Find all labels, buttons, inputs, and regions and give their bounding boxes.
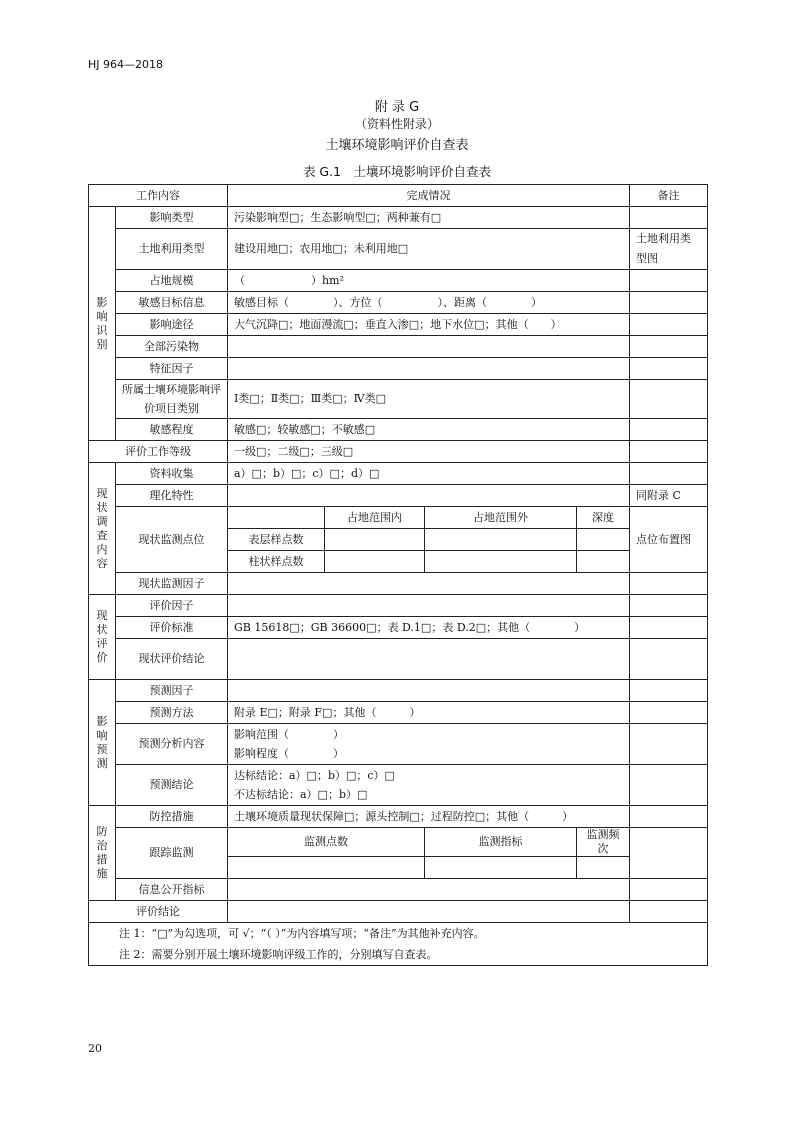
group-status-survey: 现 状 调 查 内 容 <box>89 463 116 595</box>
row-remark[interactable] <box>630 901 708 923</box>
compliance-conclusion: 达标结论：a）□；b）□；c）□ <box>234 769 395 782</box>
note-1: 注 1：“□”为勾选项，可 √；“（ ）”为内容填写项；“备注”为其他补充内容。 <box>89 923 708 945</box>
row-remark[interactable] <box>630 336 708 358</box>
col-monitor-indicators: 监测指标 <box>425 828 577 857</box>
row-remark[interactable] <box>630 314 708 336</box>
header-remark: 备注 <box>630 185 708 207</box>
row-remark[interactable] <box>630 292 708 314</box>
table-row <box>89 441 708 463</box>
col-outside: 占地范围外 <box>425 507 577 529</box>
row-label: 所属土壤环境影响评价项目类别 <box>116 380 228 419</box>
row-label: 评价结论 <box>89 901 228 923</box>
row-remark[interactable] <box>630 724 708 765</box>
col-depth: 深度 <box>577 507 630 529</box>
row-content[interactable]: 附录 E□；附录 F□；其他（ ） <box>228 702 630 724</box>
header-status: 完成情况 <box>228 185 630 207</box>
table-row <box>89 336 708 358</box>
row-remark[interactable] <box>630 463 708 485</box>
row-content[interactable] <box>228 573 630 595</box>
column-inside-cell[interactable] <box>325 551 425 573</box>
row-label: 信息公开指标 <box>116 879 228 901</box>
row-remark[interactable] <box>630 617 708 639</box>
table-row <box>89 463 708 485</box>
row-content[interactable]: 大气沉降□；地面漫流□；垂直入渗□；地下水位□；其他（ ） <box>228 314 630 336</box>
row-content[interactable] <box>228 901 630 923</box>
row-content[interactable] <box>228 336 630 358</box>
row-content[interactable]: a）□；b）□；c）□；d）□ <box>228 463 630 485</box>
row-label: 预测因子 <box>116 680 228 702</box>
column-outside-cell[interactable] <box>425 551 577 573</box>
row-label: 全部污染物 <box>116 336 228 358</box>
row-remark[interactable] <box>630 270 708 292</box>
table-row <box>89 901 708 923</box>
table-row <box>89 573 708 595</box>
row-label: 土地利用类型 <box>116 229 228 270</box>
row-content[interactable] <box>228 358 630 380</box>
table-row <box>89 702 708 724</box>
table-row <box>89 639 708 680</box>
table-row <box>89 485 708 507</box>
row-remark[interactable] <box>630 358 708 380</box>
table-row <box>89 828 708 857</box>
row-content[interactable]: 一级□；二级□；三级□ <box>228 441 630 463</box>
table-row <box>89 806 708 828</box>
note-row <box>89 923 708 945</box>
row-remark[interactable] <box>630 207 708 229</box>
column-depth-cell[interactable] <box>577 551 630 573</box>
row-label: 现状评价结论 <box>116 639 228 680</box>
monitor-indicators-cell[interactable] <box>425 857 577 879</box>
row-remark: 同附录 C <box>630 485 708 507</box>
col-monitor-points: 监测点数 <box>228 828 425 857</box>
row-remark[interactable] <box>630 419 708 441</box>
note-2: 注 2：需要分别开展土壤环境影响评级工作的，分别填写自查表。 <box>89 944 708 966</box>
table-row <box>89 229 708 270</box>
monitor-points-cell[interactable] <box>228 857 425 879</box>
row-label: 资料收集 <box>116 463 228 485</box>
table-row <box>89 380 708 419</box>
row-label: 预测方法 <box>116 702 228 724</box>
document-code: HJ 964—2018 <box>88 58 164 71</box>
row-label: 理化特性 <box>116 485 228 507</box>
row-remark[interactable] <box>630 702 708 724</box>
row-label: 预测结论 <box>116 765 228 806</box>
noncompliance-conclusion: 不达标结论：a）□；b）□ <box>234 788 368 801</box>
row-content[interactable] <box>228 724 630 765</box>
row-content[interactable]: 土壤环境质量现状保障□；源头控制□；过程防控□；其他（ ） <box>228 806 630 828</box>
table-row <box>89 724 708 765</box>
row-content[interactable] <box>228 595 630 617</box>
self-check-table <box>88 184 708 966</box>
col-inside: 占地范围内 <box>325 507 425 529</box>
surface-depth-cell[interactable] <box>577 529 630 551</box>
prediction-degree: 影响程度（ ） <box>234 747 344 760</box>
row-content[interactable]: Ⅰ类□；Ⅱ类□；Ⅲ类□；Ⅳ类□ <box>228 380 630 419</box>
row-surface-label: 表层样点数 <box>228 529 325 551</box>
group-status-eval: 现 状 评 价 <box>89 595 116 680</box>
table-row <box>89 879 708 901</box>
table-row <box>89 207 708 229</box>
row-label: 敏感程度 <box>116 419 228 441</box>
table-row <box>89 680 708 702</box>
row-label: 现状监测因子 <box>116 573 228 595</box>
row-remark: 点位布置图 <box>630 507 708 573</box>
row-label: 占地规模 <box>116 270 228 292</box>
appendix-title: 附 录 G <box>374 100 420 115</box>
row-label: 预测分析内容 <box>116 724 228 765</box>
row-label: 特征因子 <box>116 358 228 380</box>
row-remark[interactable] <box>630 595 708 617</box>
row-label: 评价工作等级 <box>89 441 228 463</box>
page-number: 20 <box>88 1042 102 1055</box>
row-remark[interactable] <box>630 639 708 680</box>
row-label: 评价标准 <box>116 617 228 639</box>
header-work: 工作内容 <box>89 185 228 207</box>
row-content[interactable]: GB 15618□；GB 36600□；表 D.1□；表 D.2□；其他（ ） <box>228 617 630 639</box>
table-row <box>89 358 708 380</box>
row-content[interactable]: （ ）hm² <box>228 270 630 292</box>
table-row <box>89 507 708 529</box>
table-row <box>89 314 708 336</box>
row-content[interactable]: 敏感□；较敏感□；不敏感□ <box>228 419 630 441</box>
table-row <box>89 617 708 639</box>
row-remark[interactable] <box>630 441 708 463</box>
row-remark[interactable] <box>630 828 708 879</box>
row-label: 影响类型 <box>116 207 228 229</box>
row-content[interactable] <box>228 879 630 901</box>
row-column-label: 柱状样点数 <box>228 551 325 573</box>
table-row <box>89 270 708 292</box>
appendix-name: 土壤环境影响评价自查表 <box>325 138 469 153</box>
row-remark[interactable] <box>630 879 708 901</box>
table-caption: 表 G.1 土壤环境影响评价自查表 <box>302 164 492 179</box>
row-content[interactable] <box>228 639 630 680</box>
group-influence-pred: 影 响 预 测 <box>89 680 116 806</box>
row-content[interactable]: 污染影响型□；生态影响型□；两种兼有□ <box>228 207 630 229</box>
table-row <box>89 419 708 441</box>
row-label: 影响途径 <box>116 314 228 336</box>
table-row <box>89 292 708 314</box>
row-remark[interactable] <box>630 380 708 419</box>
row-content[interactable] <box>228 765 630 806</box>
row-content[interactable]: 建设用地□；农用地□；未利用地□ <box>228 229 630 270</box>
row-remark: 土地利用类型图 <box>630 229 708 270</box>
prediction-scope: 影响范围（ ） <box>234 728 344 741</box>
row-label: 防控措施 <box>116 806 228 828</box>
appendix-nature: （资料性附录） <box>354 117 439 131</box>
col-monitor-frequency: 监测频次 <box>577 828 630 857</box>
row-remark[interactable] <box>630 806 708 828</box>
monitor-frequency-cell[interactable] <box>577 857 630 879</box>
table-row <box>89 765 708 806</box>
table-header-row <box>89 185 708 207</box>
group-prevention: 防 治 措 施 <box>89 806 116 901</box>
note-row <box>89 944 708 966</box>
row-label: 敏感目标信息 <box>116 292 228 314</box>
surface-inside-cell[interactable] <box>325 529 425 551</box>
monitor-corner-cell <box>228 507 325 529</box>
group-influence-id: 影 响 识 别 <box>89 207 116 441</box>
row-remark[interactable] <box>630 573 708 595</box>
row-label: 现状监测点位 <box>116 507 228 573</box>
table-row <box>89 595 708 617</box>
row-remark[interactable] <box>630 765 708 806</box>
row-content[interactable] <box>228 680 630 702</box>
surface-outside-cell[interactable] <box>425 529 577 551</box>
row-label: 跟踪监测 <box>116 828 228 879</box>
row-label: 评价因子 <box>116 595 228 617</box>
row-content[interactable] <box>228 485 630 507</box>
row-remark[interactable] <box>630 680 708 702</box>
row-content[interactable]: 敏感目标（ ）、方位（ ）、距离（ ） <box>228 292 630 314</box>
